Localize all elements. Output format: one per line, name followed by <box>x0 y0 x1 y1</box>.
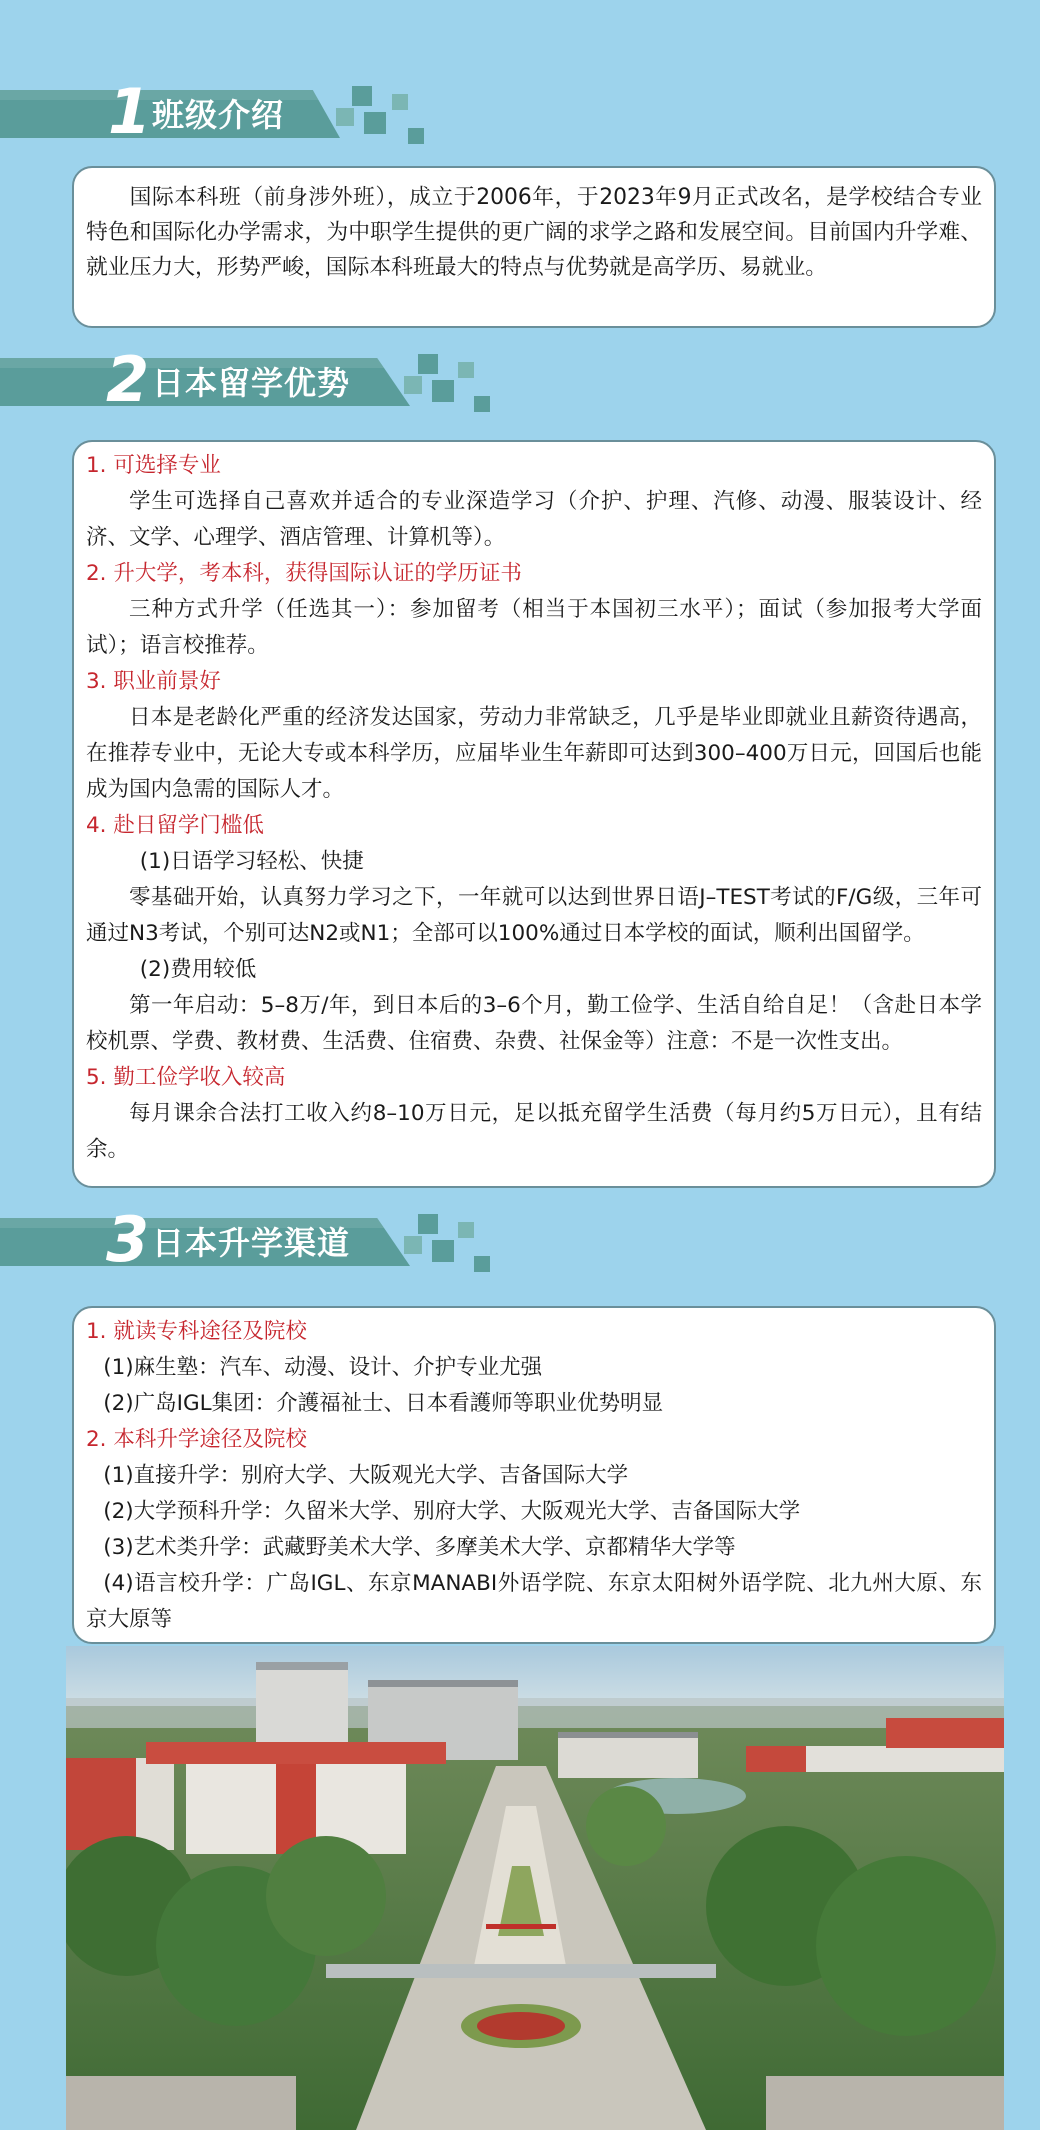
advantage-heading: 1. 可选择专业 <box>86 453 221 478</box>
advantage-subheading: (1)日语学习轻松、快捷 <box>139 849 364 874</box>
channel-heading: 1. 就读专科途径及院校 <box>86 1319 307 1344</box>
advantage-text: 学生可选择自己喜欢并适合的专业深造学习（介护、护理、汽修、动漫、服装设计、经济、文学、心理学、酒店管理、计算机等）。 <box>86 489 982 550</box>
decor-square <box>418 354 438 374</box>
decor-square <box>432 1240 454 1262</box>
channel-item: (1)直接升学：别府大学、大阪观光大学、吉备国际大学 <box>103 1463 629 1488</box>
advantage-heading: 4. 赴日留学门槛低 <box>86 813 264 838</box>
decor-square <box>474 1256 490 1272</box>
decor-square <box>352 86 372 106</box>
section-title: 日本升学渠道 <box>152 1224 351 1262</box>
advantage-text: 日本是老龄化严重的经济发达国家，劳动力非常缺乏，几乎是毕业即就业且薪资待遇高，在推荐专业中，无论大专或本科学历，应届毕业生年薪即可达到300–400万日元，回国后也能成为国内急需的国际人才。 <box>86 705 982 802</box>
advantage-text: 三种方式升学（任选其一）：参加留考（相当于本国初三水平）；面试（参加报考大学面试）；语言校推荐。 <box>86 597 982 658</box>
advantages-card <box>72 440 996 1188</box>
channels-card <box>72 1306 996 1644</box>
section-number: 2 <box>106 343 150 416</box>
channel-item: (2)广岛IGL集团：介護福祉士、日本看護师等职业优势明显 <box>103 1391 664 1416</box>
decor-square <box>336 108 354 126</box>
campus-aerial-photo <box>66 1646 1004 2130</box>
section-1-banner <box>0 75 1040 148</box>
advantage-subheading: (2)费用较低 <box>139 957 257 982</box>
advantage-heading: 3. 职业前景好 <box>86 669 221 694</box>
advantage-heading: 2. 升大学，考本科，获得国际认证的学历证书 <box>86 561 522 586</box>
section-title: 日本留学优势 <box>152 364 351 402</box>
decor-square <box>404 376 422 394</box>
decor-square <box>458 362 474 378</box>
intro-text: 国际本科班（前身涉外班），成立于2006年，于2023年9月正式改名，是学校结合专业特色和国际化办学需求，为中职学生提供的更广阔的求学之路和发展空间。目前国内升学难、就业压力大，形势严峻，国际本科班最大的特点与优势就是高学历、易就业。 <box>86 185 982 280</box>
section-2-banner <box>0 343 1040 416</box>
channel-item: (2)大学预科升学：久留米大学、别府大学、大阪观光大学、吉备国际大学 <box>103 1499 801 1524</box>
decor-square <box>432 380 454 402</box>
channel-item: (4)语言校升学：广岛IGL、东京MANABI外语学院、东京太阳树外语学院、北九州大原、东京大原等 <box>86 1571 982 1632</box>
decor-square <box>404 1236 422 1254</box>
decor-square <box>458 1222 474 1238</box>
section-title: 班级介绍 <box>152 96 285 134</box>
decor-square <box>474 396 490 412</box>
decor-square <box>364 112 386 134</box>
section-number: 1 <box>108 75 152 148</box>
advantage-text: 第一年启动：5–8万/年，到日本后的3–6个月，勤工俭学、生活自给自足！（含赴日本学校机票、学费、教材费、生活费、住宿费、杂费、社保金等）注意：不是一次性支出。 <box>86 993 982 1054</box>
section-number: 3 <box>106 1203 150 1276</box>
decor-square <box>392 94 408 110</box>
decor-square <box>408 128 424 144</box>
advantage-text: 零基础开始，认真努力学习之下，一年就可以达到世界日语J–TEST考试的F/G级，三年可通过N3考试，个别可达N2或N1；全部可以100%通过日本学校的面试，顺利出国留学。 <box>86 885 982 946</box>
section-3-banner <box>0 1203 1040 1276</box>
channel-item: (3)艺术类升学：武藏野美术大学、多摩美术大学、京都精华大学等 <box>103 1535 736 1560</box>
advantage-heading: 5. 勤工俭学收入较高 <box>86 1065 286 1090</box>
intro-card <box>72 166 996 328</box>
channel-item: (1)麻生塾：汽车、动漫、设计、介护专业尤强 <box>103 1355 543 1380</box>
advantage-text: 每月课余合法打工收入约8–10万日元，足以抵充留学生活费（每月约5万日元），且有结余。 <box>86 1101 982 1162</box>
channel-heading: 2. 本科升学途径及院校 <box>86 1427 307 1452</box>
decor-square <box>418 1214 438 1234</box>
